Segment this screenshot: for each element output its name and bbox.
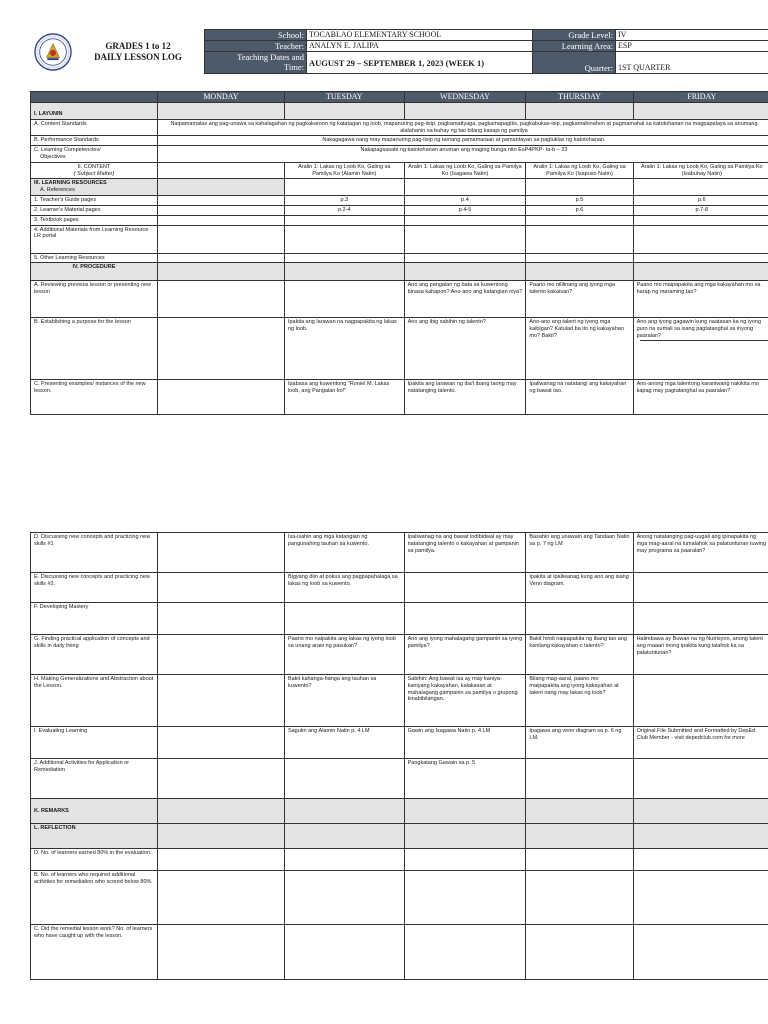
teaching-dates-label-line-1: Teaching Dates and <box>237 52 304 62</box>
procedure-c-thursday: Ipaliwanag na natatangi ang kakayahan ng bawat tao. <box>526 380 633 415</box>
procedure-c-friday: Ano-anong mga talentong karaniwang nakikita mo kapag may pagtatanghal sa paaralan? <box>633 380 768 415</box>
teachers-guide-wednesday: p.4 <box>404 195 526 205</box>
title-line-2: DAILY LESSON LOG <box>94 52 182 62</box>
procedure-j-row <box>31 759 768 799</box>
procedure-i-wednesday: Gawin ang Isagawa Natin p. 4 LM <box>404 727 526 759</box>
procedure-h-row <box>31 675 768 727</box>
procedure-g-friday: Halimbawa ay Buwan na ng Nutrisyon, anong talent ang maaari mong ipakita kung lalahok ka sa palatuntunan? <box>633 635 768 675</box>
content-standards-label: A. Content Standards <box>31 119 158 136</box>
procedure-e-thursday: Ipakita at ipaliwanag kung ano ang isang Venn diagram. <box>526 573 633 603</box>
content-label-line-2: ( Subject Matter) <box>73 170 115 177</box>
competencies-row <box>31 146 768 163</box>
additional-materials-row <box>31 225 768 253</box>
procedure-d-label: D. Discussing new concepts and practicing new skills #1 <box>31 533 158 573</box>
procedure-i-row <box>31 727 768 759</box>
layunin-row <box>31 103 768 120</box>
day-friday: FRIDAY <box>633 92 768 103</box>
procedure-j-label: J. Additional Activities for Application or Remediation <box>31 759 158 799</box>
textbook-pages-label: 3. Textbook pages <box>31 215 158 225</box>
learners-material-thursday: p.6 <box>526 205 633 215</box>
remediation-label: B. No. of learners who required additional activities for remediation who scored below 80% <box>31 871 158 925</box>
learners-80-row <box>31 849 768 871</box>
layunin-heading: I. LAYUNIN <box>31 103 158 120</box>
day-wednesday: WEDNESDAY <box>404 92 526 103</box>
remedial-work-label: C. Did the remedial lesson work? No. of learners who have caught up with the lesson. <box>31 925 158 980</box>
procedure-a-wednesday: Ano ang pangalan ng bata sa kuwentong binasa kahapon? Ano-ano ang katangian niya? <box>404 281 526 318</box>
other-resources-label: 5. Other Learning Resources <box>31 253 158 263</box>
procedure-b-friday: Ano ang iyong gagawin kung naatasan ka ng iyong guro na sumali sa isang pagtatanghal sa inyong paaralan? <box>633 318 768 380</box>
procedure-e-label: E. Discussing new concepts and practicing new skills #2. <box>31 573 158 603</box>
learners-material-wednesday: p.4-5 <box>404 205 526 215</box>
procedure-i-tuesday: Sagutin ang Alamin Natin p. 4 LM <box>284 727 404 759</box>
procedure-a-label: A. Reviewing previous lesson or presenting new lesson <box>31 281 158 318</box>
remedial-work-row <box>31 925 768 980</box>
teachers-guide-tuesday: p.3 <box>284 195 404 205</box>
teachers-guide-label: 1. Teacher's Guide pages <box>31 195 158 205</box>
header-info-table <box>204 29 768 74</box>
competencies-label-line-1: C. Learning Competencies/ <box>34 147 101 154</box>
procedure-i-thursday: Ipagawa ang venn diagram sa p. 6 ng LM. <box>526 727 633 759</box>
procedure-b-thursday: Ano-ano ang talent ng iyong mga kaibigan? Katulad ba ito ng kakayahan mo? Bakit? <box>526 318 633 380</box>
learners-material-friday: p.7-8 <box>633 205 768 215</box>
teachers-guide-friday: p.6 <box>633 195 768 205</box>
day-tuesday: TUESDAY <box>284 92 404 103</box>
teachers-guide-row <box>31 195 768 205</box>
competencies-label <box>31 146 158 163</box>
teacher-label: Teacher: <box>205 41 307 52</box>
lesson-log-table-top <box>30 91 768 415</box>
teacher-value: ANALYN E. JALIPA <box>307 41 533 52</box>
procedure-g-label: G. Finding practical application of concepts and skills in daily living <box>31 635 158 675</box>
procedure-c-tuesday: Ipabasa ang kuwentong "Roniel M. Lakas loob, ang Pangalan ko!" <box>284 380 404 415</box>
teaching-dates-label-line-2: Time: <box>283 62 304 72</box>
content-thursday: Aralin 1: Lakas ng Loob Ko, Galing sa Pamilya Ko (Isapuso Natin) <box>526 162 633 179</box>
performance-standards-value: Nakagagawa nang may mapanuring pag-iisip ng tamang pamamaraan at pamantayan sa pagtuklas ng katotohanan. <box>157 136 768 146</box>
procedure-g-thursday: Bakit hindi naipapakita ng ibang tao ang kanilang kakayahan o talento? <box>526 635 633 675</box>
procedure-h-thursday: Bilang mag-aaral, paano mo maipapakita ang iyong kakayahan at talent nang may lakas ng loob? <box>526 675 633 727</box>
procedure-b-wednesday: Ano ang ibig sabihin ng talento? <box>404 318 526 380</box>
grade-level-value: IV <box>616 30 768 41</box>
procedure-g-row <box>31 635 768 675</box>
learning-area-label: Learning Area: <box>533 41 616 52</box>
day-monday: MONDAY <box>157 92 284 103</box>
procedure-g-tuesday: Paano mo naipakita ang lakas ng iyong loob sa unang araw ng pasukan? <box>284 635 404 675</box>
content-wednesday: Aralin 1: Lakas ng Loob Ko, Galing sa Pamilya Ko (Isagawa Natin) <box>404 162 526 179</box>
reflection-heading: L. REFLECTION <box>31 824 158 849</box>
quarter-value: 1ST QUARTER <box>616 52 768 74</box>
stray-line <box>640 340 768 341</box>
procedure-h-tuesday: Bakit kahanga-hanga ang tauhan sa kuwento? <box>284 675 404 727</box>
competencies-label-line-2: Objectives <box>40 153 66 160</box>
procedure-g-wednesday: Ano ang iyong mahalagang gampanin sa iyong pamilya? <box>404 635 526 675</box>
procedure-d-row <box>31 533 768 573</box>
learning-resources-label <box>31 179 158 196</box>
procedure-f-row <box>31 603 768 635</box>
reflection-row <box>31 824 768 849</box>
remediation-row <box>31 871 768 925</box>
textbook-pages-row <box>31 215 768 225</box>
content-row <box>31 162 768 179</box>
procedure-d-thursday: Basahin ang unawain ang Tandaan Natin sa p. 7 ng LM <box>526 533 633 573</box>
learners-material-tuesday: p.2-4 <box>284 205 404 215</box>
procedure-d-friday: Anong natatanging pag-uugali ang ipinapakita ng mga mag-aaral na lumalahok sa palatuntunan tuwing may programa sa paaralan? <box>633 533 768 573</box>
content-tuesday: Aralin 1: Lakas ng Loob Ko, Galing sa Pamilya Ko (Alamin Natin) <box>284 162 404 179</box>
procedure-a-row <box>31 281 768 318</box>
procedure-b-row <box>31 318 768 380</box>
procedure-b-tuesday: Ipakita ang larawan na nagpapakita ng lakas ng loob. <box>284 318 404 380</box>
content-friday: Aralin 1: Lakas ng Loob Ko, Galing sa Pamilya Ko (Isabuhay Natin) <box>633 162 768 179</box>
deped-seal-icon <box>34 33 72 71</box>
corner-cell <box>31 92 158 103</box>
procedure-i-friday: Original File Submitted and Formatted by DepEd Club Member - visit depedclub.com for more <box>633 727 768 759</box>
procedure-d-wednesday: Ipaliwanag na ang bawat indibidwal ay may natatanging talento o kakayahan at gampanin sa pamilya. <box>404 533 526 573</box>
other-resources-row <box>31 253 768 263</box>
learners-material-row <box>31 205 768 215</box>
procedure-c-row <box>31 380 768 415</box>
day-header-row <box>31 92 768 103</box>
learning-resources-heading: III. LEARNING RESOURCES <box>34 180 107 187</box>
procedure-b-label: B. Establishing a purpose for the lesson <box>31 318 158 380</box>
content-label-line-1: II. CONTENT <box>77 163 111 170</box>
additional-materials-label: 4. Additional Materials from Learning Resource LR portal <box>31 225 158 253</box>
learners-material-label: 2. Learner's Material pages <box>31 205 158 215</box>
content-standards-value: Naipamamalas ang pag-unawa sa kahalagahan ng pagkakaroon ng katatagan ng loob, mapanuring pag-iisip, pagkamatiyaga, pagkamapagtiis, pagkabukas-isip, pagkamahinahon at pagmamahal sa katotohanan na magpapalaya sa anumang alalahanin sa buhay ng tao bilang kasapi ng pamilya <box>157 119 768 136</box>
procedure-h-label: H. Making Generalizations and Abstraction about the Lesson. <box>31 675 158 727</box>
procedure-h-wednesday: Sabihin: Ang bawat isa ay may kaniya-kaniyang kakayahan, kalakasan at mahalagang gampanin sa pamilya o grupong kinabibilangan. <box>404 675 526 727</box>
procedure-heading-row <box>31 263 768 281</box>
quarter-label: Quarter: <box>533 52 616 74</box>
remarks-heading: K. REMARKS <box>31 799 158 824</box>
references-label: A. References <box>40 187 75 194</box>
procedure-c-label: C. Presenting examples/ instances of the new lesson. <box>31 380 158 415</box>
learning-area-value: ESP <box>616 41 768 52</box>
procedure-heading: IV. PROCEDURE <box>31 263 158 281</box>
school-label: School: <box>205 30 307 41</box>
school-value: TOCABLAO ELEMENTARY SCHOOL <box>307 30 533 41</box>
content-label <box>31 162 158 179</box>
procedure-c-wednesday: Ipakita ang larawan ng iba't ibang taong may natatanging talento. <box>404 380 526 415</box>
procedure-j-wednesday: Pangkatang Gawain sa p. 5 <box>404 759 526 799</box>
competencies-value: Nakapagsasabi ng katotohanan anuman ang maging bunga nito EsP4PKP- Ia-b – 23 <box>157 146 768 163</box>
grade-level-label: Grade Level: <box>533 30 616 41</box>
procedure-e-row <box>31 573 768 603</box>
procedure-d-tuesday: Isa-isahin ang mga katangian ng pangunahing tauhan sa kuwento. <box>284 533 404 573</box>
title-line-1: GRADES 1 to 12 <box>105 41 171 51</box>
performance-standards-row <box>31 136 768 146</box>
day-thursday: THURSDAY <box>526 92 633 103</box>
procedure-a-friday: Paano mo maipapakita ang mga kakayahan mo sa harap ng maraming tao? <box>633 281 768 318</box>
performance-standards-label: B. Performance Standards <box>31 136 158 146</box>
content-standards-row <box>31 119 768 136</box>
procedure-i-label: I. Evaluating Learning <box>31 727 158 759</box>
document-title <box>78 41 198 63</box>
procedure-f-label: F. Developing Mastery <box>31 603 158 635</box>
teaching-dates-value: AUGUST 29 – SEPTEMBER 1, 2023 (WEEK 1) <box>307 52 533 74</box>
learners-80-label: D. No. of learners earned 80% in the evaluation. <box>31 849 158 871</box>
procedure-e-tuesday: Bigyang diin at pokus ang pagpapahalaga sa lakas ng loob sa kuwento. <box>284 573 404 603</box>
lesson-log-table-bottom <box>30 532 768 980</box>
teachers-guide-thursday: p.5 <box>526 195 633 205</box>
learning-resources-row <box>31 179 768 196</box>
procedure-a-thursday: Paano mo nililinang ang iyong mga talento kakaisan? <box>526 281 633 318</box>
teaching-dates-label <box>205 52 307 74</box>
remarks-row <box>31 799 768 824</box>
